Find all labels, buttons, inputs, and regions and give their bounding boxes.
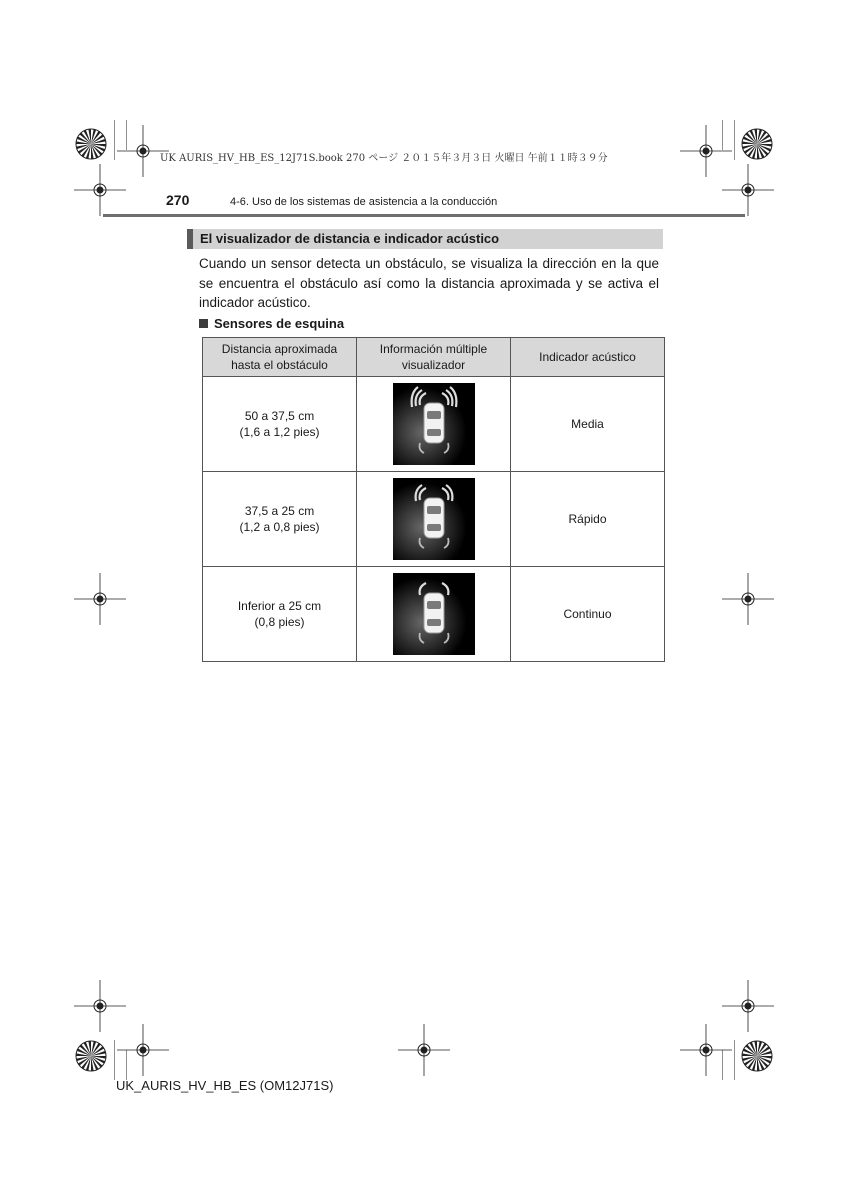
registration-mark-icon bbox=[117, 1024, 169, 1076]
registration-mark-icon bbox=[722, 573, 774, 625]
car-icon bbox=[424, 593, 444, 633]
header-distance: Distancia aproximada hasta el obstáculo bbox=[203, 338, 357, 377]
starburst-mark-icon bbox=[741, 128, 773, 160]
table-row bbox=[203, 377, 665, 472]
header-buzzer: Indicador acústico bbox=[511, 338, 665, 377]
sensor-table bbox=[202, 337, 665, 662]
car-icon bbox=[424, 498, 444, 538]
display-cell bbox=[357, 472, 511, 567]
parking-sensor-display-near-icon bbox=[393, 573, 475, 655]
registration-mark-icon bbox=[398, 1024, 450, 1076]
display-cell bbox=[357, 377, 511, 472]
section-title: El visualizador de distancia e indicador acústico bbox=[200, 231, 500, 246]
section-heading-bar bbox=[187, 229, 663, 249]
crop-line bbox=[126, 1050, 127, 1081]
crop-line bbox=[126, 120, 127, 151]
parking-sensor-display-far-icon bbox=[393, 383, 475, 465]
table-header-row bbox=[203, 338, 665, 377]
subheading-text: Sensores de esquina bbox=[214, 316, 345, 331]
distance-cell: 50 a 37,5 cm (1,6 a 1,2 pies) bbox=[203, 377, 357, 472]
crop-line bbox=[114, 1040, 115, 1081]
starburst-mark-icon bbox=[75, 128, 107, 160]
parking-sensor-display-mid-icon bbox=[393, 478, 475, 560]
distance-cell: Inferior a 25 cm (0,8 pies) bbox=[203, 567, 357, 662]
registration-mark-icon bbox=[722, 164, 774, 216]
crop-line bbox=[734, 1040, 735, 1081]
buzzer-cell: Media bbox=[511, 377, 665, 472]
crop-line bbox=[722, 1050, 723, 1081]
registration-mark-icon bbox=[680, 1024, 732, 1076]
running-head: 4-6. Uso de los sistemas de asistencia a la conducción bbox=[230, 196, 498, 208]
crop-line bbox=[734, 120, 735, 161]
distance-cell: 37,5 a 25 cm (1,2 a 0,8 pies) bbox=[203, 472, 357, 567]
buzzer-cell: Continuo bbox=[511, 567, 665, 662]
registration-mark-icon bbox=[74, 573, 126, 625]
buzzer-cell: Rápido bbox=[511, 472, 665, 567]
table-row bbox=[203, 472, 665, 567]
print-header: UK AURIS_HV_HB_ES_12J71S.book 270 ページ ２０１５年３月３日 火曜日 午前１１時３９分 bbox=[160, 153, 608, 164]
table-row bbox=[203, 567, 665, 662]
intro-paragraph: Cuando un sensor detecta un obstáculo, se visualiza la dirección en la que se encuentra el obstáculo así como la distancia aproximada y se activa el indicador acústico. bbox=[199, 256, 659, 310]
header-rule bbox=[103, 214, 745, 217]
header-display: Información múltiple visualizador bbox=[357, 338, 511, 377]
square-bullet-icon bbox=[199, 319, 208, 328]
crop-line bbox=[722, 120, 723, 151]
subheading bbox=[199, 316, 344, 331]
footer-code: UK_AURIS_HV_HB_ES (OM12J71S) bbox=[116, 1078, 334, 1093]
starburst-mark-icon bbox=[741, 1040, 773, 1072]
crop-line bbox=[114, 120, 115, 161]
page-number: 270 bbox=[166, 192, 190, 208]
car-icon bbox=[424, 403, 444, 443]
display-cell bbox=[357, 567, 511, 662]
starburst-mark-icon bbox=[75, 1040, 107, 1072]
